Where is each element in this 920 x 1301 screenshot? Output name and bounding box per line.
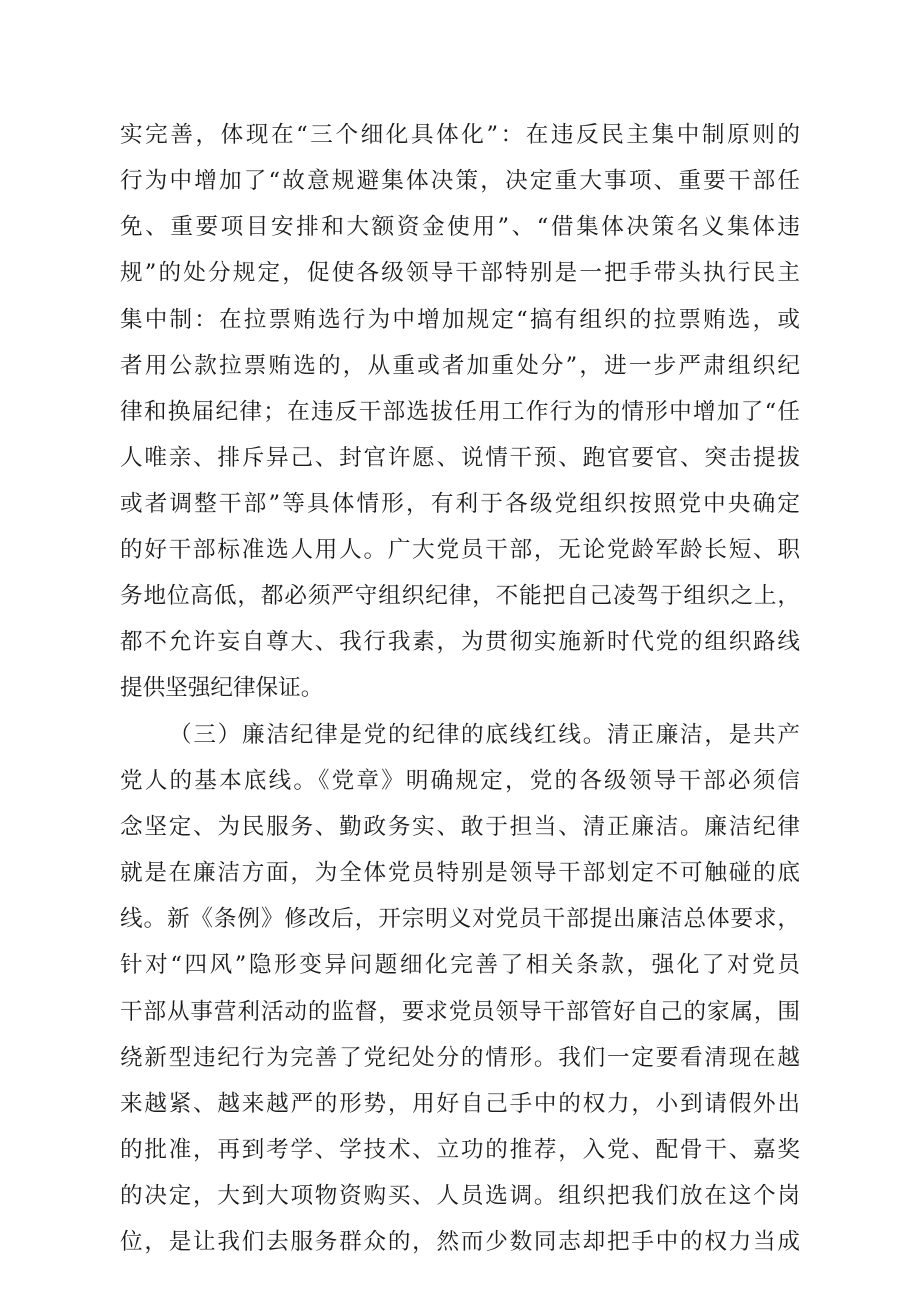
text-line: 免、重要项目安排和大额资金使用”、“借集体决策名义集体违 [120, 214, 800, 240]
text-line: 党人的基本底线。《党章》明确规定，党的各级领导干部必须信 [120, 768, 800, 794]
text-line: 的决定，大到大项物资购买、人员选调。组织把我们放在这个岗 [120, 1183, 800, 1209]
text-line: 的批准，再到考学、学技术、立功的推荐，入党、配骨干、嘉奖 [120, 1137, 800, 1163]
text-line: 线。新《条例》修改后，开宗明义对党员干部提出廉洁总体要求， [120, 906, 800, 932]
text-line: 位，是让我们去服务群众的，然而少数同志却把手中的权力当成 [120, 1229, 800, 1255]
text-line: 集中制：在拉票贿选行为中增加规定“搞有组织的拉票贿选，或 [120, 307, 800, 333]
text-line: 针对“四风”隐形变异问题细化完善了相关条款，强化了对党员 [120, 952, 800, 978]
text-line: 干部从事营利活动的监督，要求党员领导干部管好自己的家属，围 [120, 999, 800, 1025]
text-line: 实完善，体现在“三个细化具体化”：在违反民主集中制原则的 [120, 122, 800, 148]
text-line: 务地位高低，都必须严守组织纪律，不能把自己凌驾于组织之上， [120, 583, 800, 609]
text-line: 来越紧、越来越严的形势，用好自己手中的权力，小到请假外出 [120, 1091, 800, 1117]
text-line: 行为中增加了“故意规避集体决策，决定重大事项、重要干部任 [120, 168, 800, 194]
text-line: 就是在廉洁方面，为全体党员特别是领导干部划定不可触碰的底 [120, 860, 800, 886]
text-line: 都不允许妄自尊大、我行我素，为贯彻实施新时代党的组织路线 [120, 629, 800, 655]
text-line: 提供坚强纪律保证。 [120, 675, 324, 701]
text-line: 或者调整干部”等具体情形，有利于各级党组织按照党中央确定 [120, 491, 800, 517]
text-line: 念坚定、为民服务、勤政务实、敢于担当、清正廉洁。廉洁纪律 [120, 814, 800, 840]
text-line: 绕新型违纪行为完善了党纪处分的情形。我们一定要看清现在越 [120, 1045, 800, 1071]
text-line: 人唯亲、排斥异己、封官许愿、说情干预、跑官要官、突击提拔 [120, 445, 800, 471]
text-line: 的好干部标准选人用人。广大党员干部，无论党龄军龄长短、职 [120, 537, 800, 563]
text-line: 律和换届纪律；在违反干部选拔任用工作行为的情形中增加了“任 [120, 399, 800, 425]
text-line: 规”的处分规定，促使各级领导干部特别是一把手带头执行民主 [120, 260, 800, 286]
text-line: 者用公款拉票贿选的，从重或者加重处分”，进一步严肃组织纪 [120, 353, 800, 379]
section-heading-line: （三）廉洁纪律是党的纪律的底线红线。清正廉洁，是共产 [169, 722, 800, 748]
